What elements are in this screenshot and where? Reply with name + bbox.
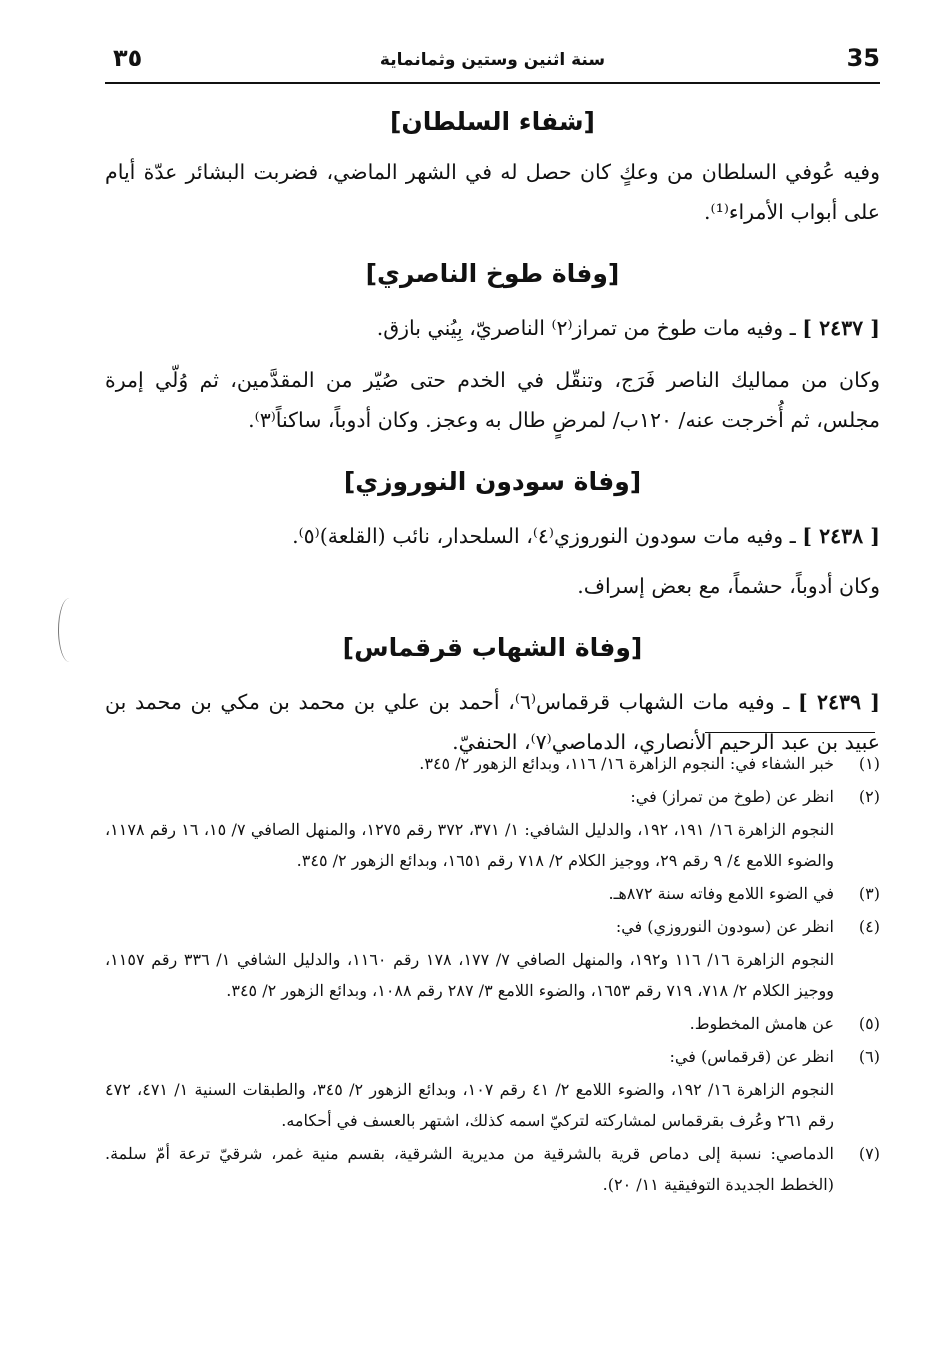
footnote-continuation [105,1074,880,1136]
paragraph: وكان من مماليك الناصر فَرَج، وتنقّل في الخدم حتى صُيّر من المقدَّمين، ثم وُلّي إمرة مجلس، ثم أُخرجت عنه/ ١٢٠ب/ لمرضٍ طال به وعجز. وكان أدوباً، ساكناً⁽٣⁾. [105,368,880,432]
footnotes [105,748,880,1202]
footnote-number [840,814,880,876]
entry-text: ـ وفيه مات سودون النوروزي⁽٤⁾، السلحدار، نائب (القلعة)⁽٥⁾. [292,524,796,548]
entry-number: [ ٢٤٣٧ ] [802,316,880,340]
footnote-number: (٦) [858,1047,880,1066]
running-title: سنة اثنين وستين وثمانماية [379,50,606,70]
entry-text: ـ وفيه مات الشهاب قرقماس⁽٦⁾، أحمد بن علي بن محمد بن مكي بن محمد بن عبيد بن عبد الرحيم الأنصاري، الدماصي⁽٧⁾، الحنفيّ. [105,690,880,754]
footnote-text: النجوم الزاهرة ١٦/ ١٩٢، والضوء اللامع ٢/ ٤١ رقم ١٠٧، وبدائع الزهور ٢/ ٣٤٥، والطبقات السنية ١/ ٤٧١، ٤٧٢ رقم ٢٦١ وعُرف بقرقماس لمشاركته لتركيّ اسمه كذلك، اشتهر بالعسف في أحكامه. [105,1080,835,1130]
footnote [105,748,880,779]
footnote-number: (٣) [858,884,880,903]
section-heading: [وفاة طوخ الناصري] [365,259,620,288]
footnote-number [840,944,880,1006]
footnote-text: خبر الشفاء في: النجوم الزاهرة ١٦/ ١١٦، وبدائع الزهور ٢/ ٣٤٥. [419,754,834,773]
footnote-number: (١) [858,754,880,773]
footnote-continuation [105,944,880,1006]
footnote-separator [705,732,875,733]
footnote-number [840,1074,880,1136]
section-heading: [وفاة الشهاب قرقماس] [342,633,643,662]
paragraph: وفيه عُوفي السلطان من وعكٍ كان حصل له في الشهر الماضي، فضربت البشائر عدّة أيام على أبواب الأمراء⁽¹⁾. [105,160,880,224]
entry-text: ـ وفيه مات طوخ من تمراز⁽٢⁾ الناصريّ، بِيُني بازق. [376,316,796,340]
entry-paragraph [105,308,880,348]
footnote-text: انظر عن (قرقماس) في: [669,1047,834,1066]
footnote [105,1008,880,1039]
footnote [105,1041,880,1072]
page-number-latin: 35 [846,44,880,72]
page-number-arabic: ٣٥ [113,44,143,72]
entry-paragraph [105,516,880,556]
footnote-number: (٧) [858,1144,880,1163]
footnote-number: (٢) [858,787,880,806]
footnote [105,911,880,942]
footnote [105,1138,880,1200]
section-heading: [وفاة سودون النوروزي] [343,467,642,496]
page-header [105,40,880,84]
footnote-continuation [105,814,880,876]
paragraph: وكان أدوباً، حشماً، مع بعض إسراف. [577,574,880,598]
footnote-text: النجوم الزاهرة ١٦/ ١١٦ و١٩٢، والمنهل الصافي ٧/ ١٧٧، ١٧٨ رقم ١١٦٠، والدليل الشافي ١/ ٣٣٦ رقم ١١٥٧، ووجيز الكلام ٢/ ٧١٨، ٧١٩ رقم ١٦٥٣، والضوء اللامع ٣/ ٢٨٧ رقم ١٠٨٨، وبدائع الزهور ٢/ ٣٤٥. [105,950,835,1000]
main-text [105,96,880,762]
section-heading: [شفاء السلطان] [390,107,595,136]
footnote-text: انظر عن (طوخ من تمراز) في: [630,787,834,806]
footnote-text: الدماصي: نسبة إلى دماص قرية بالشرقية من مديرية الشرقية، بقسم منية غمر، شرقيّ ترعة أمّ سلمة. (الخطط الجديدة التوفيقية ١١/ ٢٠). [105,1144,834,1194]
footnote-text: النجوم الزاهرة ١٦/ ١٩١، ١٩٢، والدليل الشافي: ١/ ٣٧١، ٣٧٢ رقم ١٢٧٥، والمنهل الصافي ٧/ ١٥، ١٦ رقم ١١٧٨، والضوء اللامع ٤/ ٩ رقم ٢٩، ووجيز الكلام ٢/ ٧١٨ رقم ١٦٥١، وبدائع الزهور ٢/ ٣٤٥. [105,820,835,870]
margin-bracket-mark [58,598,81,662]
footnote-text: انظر عن (سودون النوروزي) في: [615,917,834,936]
footnote-text: عن هامش المخطوط. [689,1014,834,1033]
footnote-text: في الضوء اللامع وفاته سنة ٨٧٢هـ. [608,884,834,903]
entry-number: [ ٢٤٣٩ ] [797,690,880,714]
entry-number: [ ٢٤٣٨ ] [802,524,880,548]
footnote [105,781,880,812]
footnote [105,878,880,909]
footnote-number: (٥) [858,1014,880,1033]
footnote-number: (٤) [858,917,880,936]
